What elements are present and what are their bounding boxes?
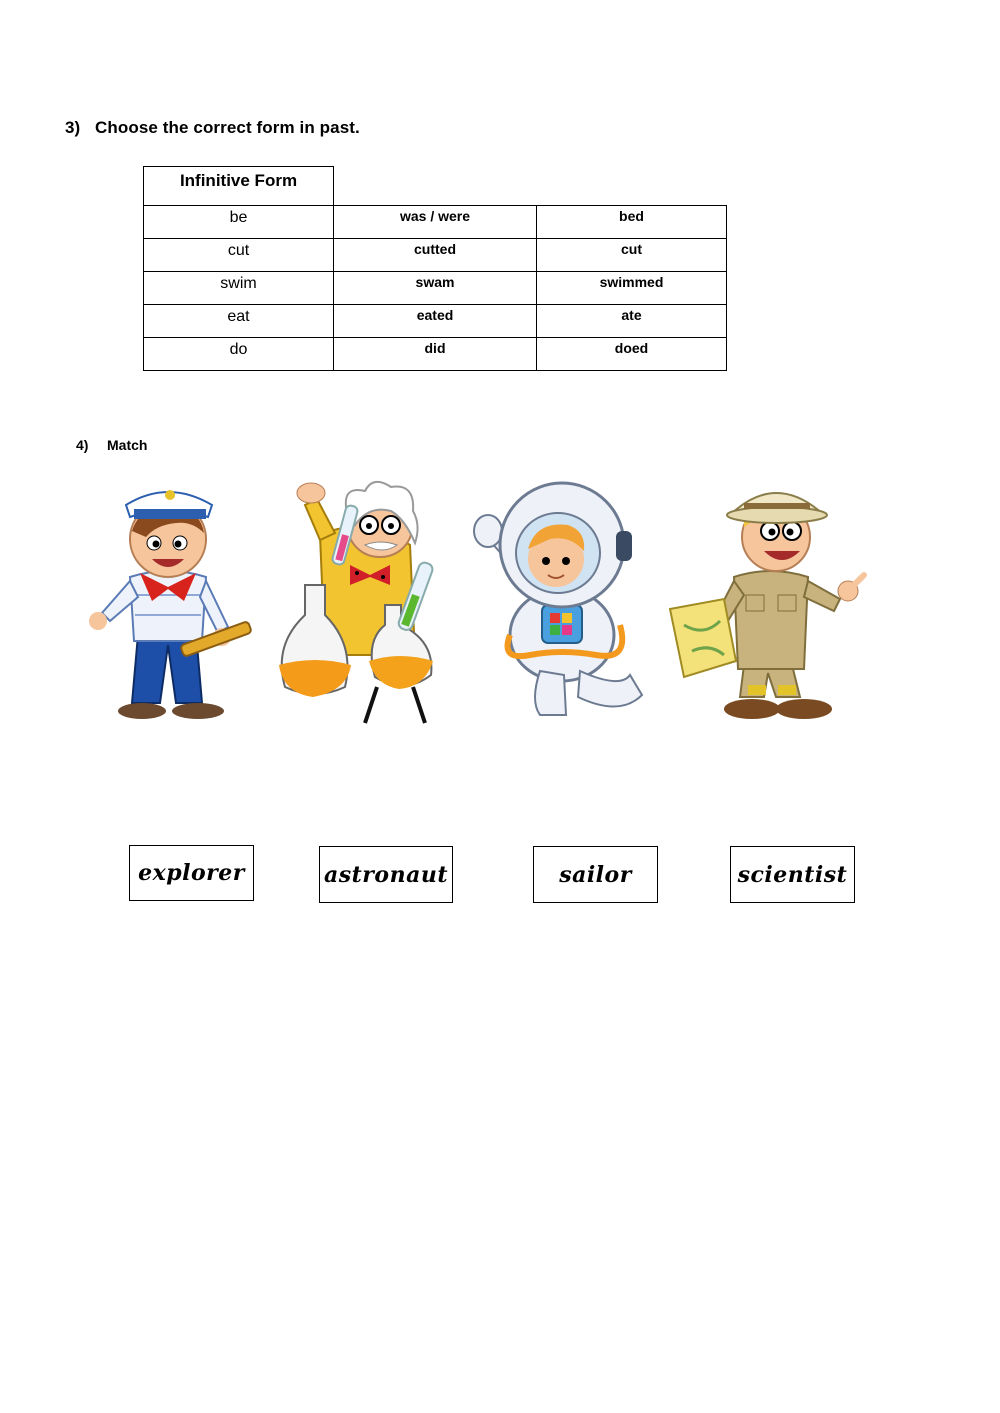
infinitive-cell: do [144, 338, 334, 371]
astronaut-image[interactable] [470, 465, 655, 727]
word-card-astronaut[interactable]: astronaut [319, 846, 453, 903]
scientist-image[interactable] [265, 465, 455, 727]
infinitive-header: Infinitive Form [144, 167, 334, 206]
table-header-row [144, 167, 727, 206]
word-card-scientist[interactable]: scientist [730, 846, 855, 903]
option-a-cell[interactable]: did [334, 338, 537, 371]
option-b-cell[interactable]: ate [537, 305, 727, 338]
option-b-cell[interactable]: bed [537, 206, 727, 239]
verb-table [143, 166, 727, 371]
sailor-image[interactable] [80, 465, 255, 727]
question-number: 4) [76, 437, 89, 453]
infinitive-cell: cut [144, 239, 334, 272]
word-card-sailor[interactable]: sailor [533, 846, 658, 903]
option-b-cell[interactable]: cut [537, 239, 727, 272]
table-row [144, 272, 727, 305]
table-row [144, 305, 727, 338]
question-number: 3) [65, 118, 81, 137]
explorer-image[interactable] [664, 465, 869, 727]
option-b-cell[interactable]: doed [537, 338, 727, 371]
table-row [144, 338, 727, 371]
question-text: Match [107, 437, 148, 453]
question-text: Choose the correct form in past. [95, 118, 360, 137]
option-b-cell[interactable]: swimmed [537, 272, 727, 305]
option-a-cell[interactable]: eated [334, 305, 537, 338]
infinitive-cell: swim [144, 272, 334, 305]
question-3-title [65, 118, 360, 138]
word-card-explorer[interactable]: explorer [129, 845, 254, 901]
option-a-cell[interactable]: was / were [334, 206, 537, 239]
infinitive-cell: be [144, 206, 334, 239]
table-row [144, 239, 727, 272]
option-a-cell[interactable]: cutted [334, 239, 537, 272]
infinitive-cell: eat [144, 305, 334, 338]
table-row [144, 206, 727, 239]
option-a-cell[interactable]: swam [334, 272, 537, 305]
question-4-title [76, 437, 147, 453]
